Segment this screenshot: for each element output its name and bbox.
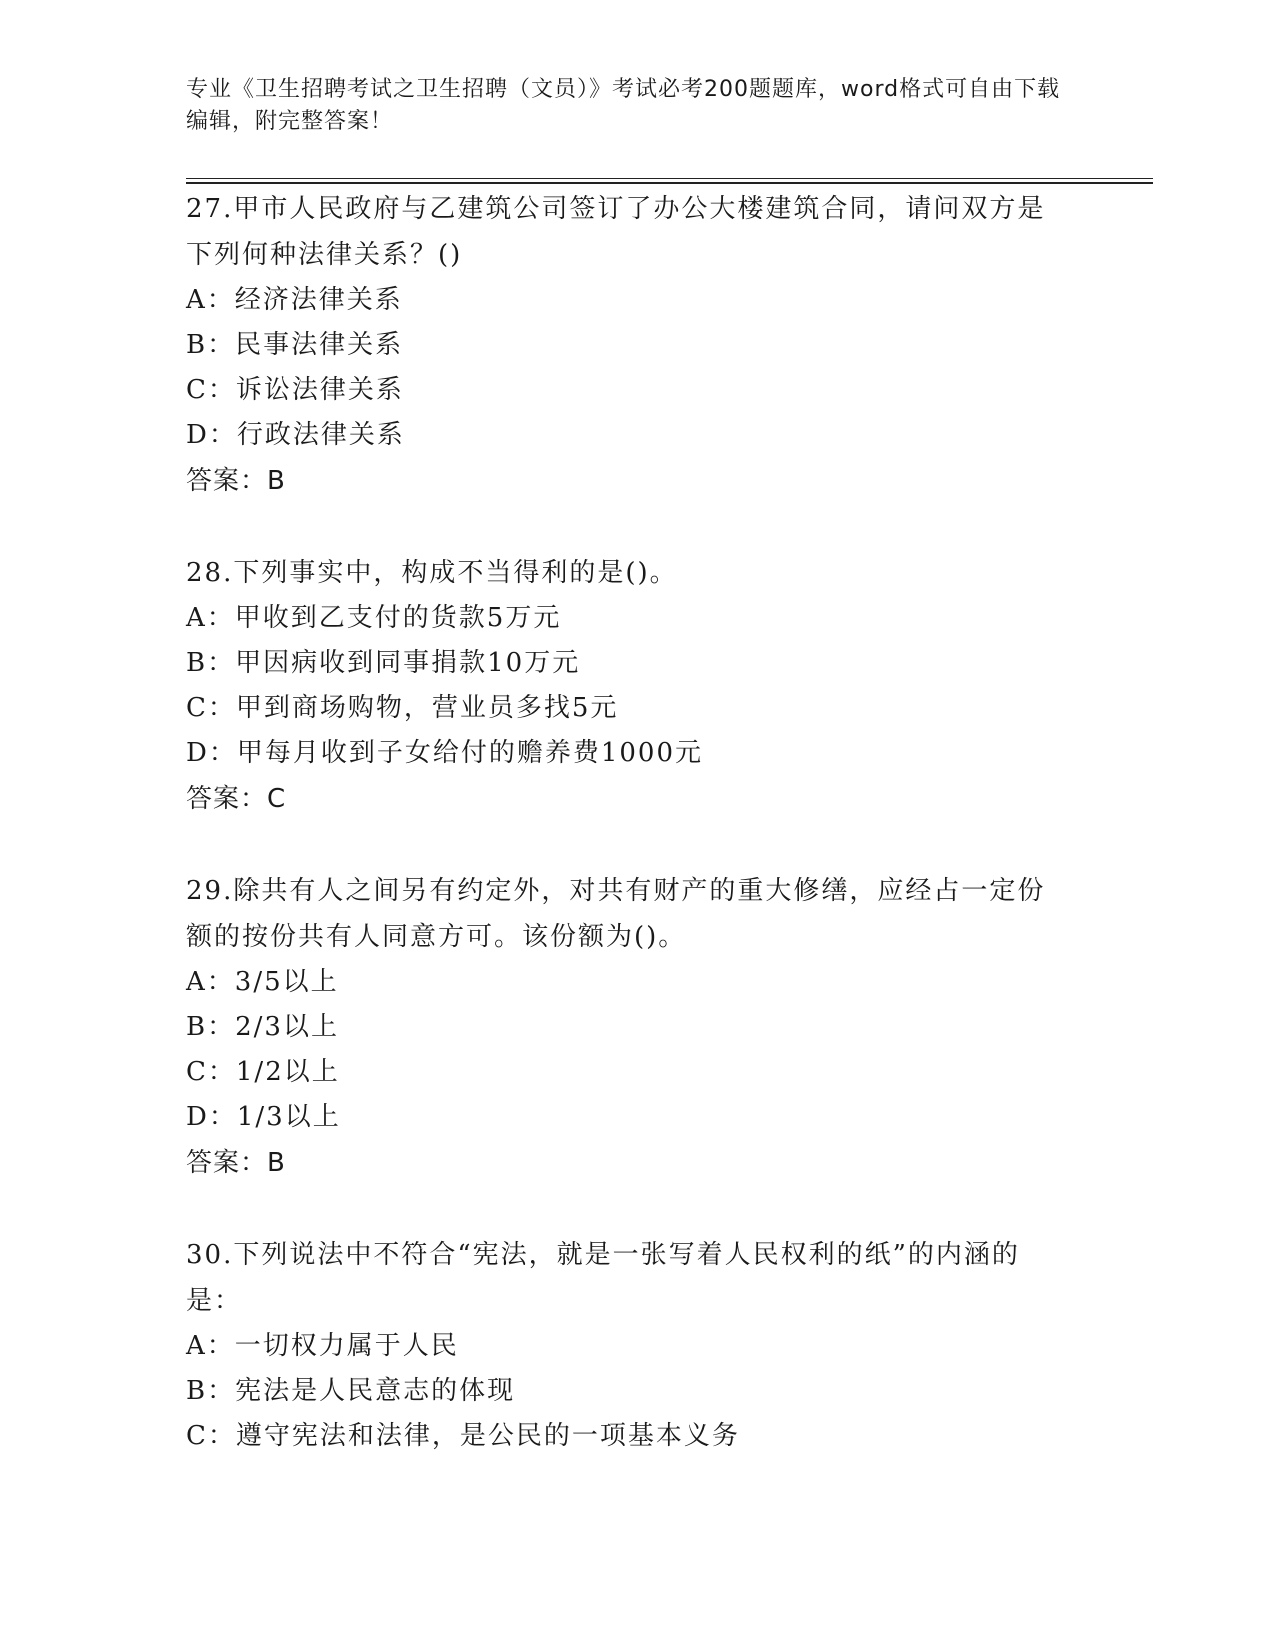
answer-line: 答案：B [186, 466, 286, 496]
option-c: C：甲到商场购物，营业员多找5元 [186, 693, 619, 723]
question-stem: 30.下列说法中不符合“宪法，就是一张写着人民权利的纸”的内涵的是： [186, 1240, 1020, 1316]
option-c: C：诉讼法律关系 [186, 375, 404, 405]
header-divider-thick [186, 182, 1153, 184]
option-b: B：2/3以上 [186, 1012, 339, 1042]
question-stem: 29.除共有人之间另有约定外，对共有财产的重大修缮，应经占一定份额的按份共有人同意方可。该份额为()。 [186, 876, 1046, 952]
option-d: D：甲每月收到子女给付的赡养费1000元 [186, 738, 704, 768]
header-divider-thin [186, 178, 1153, 179]
question-27 [186, 186, 1066, 504]
option-a: A：3/5以上 [186, 967, 339, 997]
answer-line: 答案：C [186, 784, 287, 814]
question-list [186, 186, 1066, 1505]
option-a: A：经济法律关系 [186, 285, 403, 315]
question-stem: 27.甲市人民政府与乙建筑公司签订了办公大楼建筑合同，请问双方是下列何种法律关系？() [186, 194, 1046, 270]
option-a: A：一切权力属于人民 [186, 1331, 459, 1361]
question-29 [186, 868, 1066, 1186]
answer-line: 答案：B [186, 1148, 286, 1178]
question-stem: 28.下列事实中，构成不当得利的是()。 [186, 558, 678, 588]
option-b: B：甲因病收到同事捐款10万元 [186, 648, 581, 678]
option-b: B：宪法是人民意志的体现 [186, 1376, 516, 1406]
document-header: 专业《卫生招聘考试之卫生招聘（文员）》考试必考200题题库，word格式可自由下载编辑，附完整答案！ [186, 77, 1061, 134]
option-d: D：1/3以上 [186, 1102, 341, 1132]
question-30 [186, 1232, 1066, 1459]
option-c: C：1/2以上 [186, 1057, 340, 1087]
option-d: D：行政法律关系 [186, 420, 405, 450]
question-28 [186, 550, 1066, 822]
option-b: B：民事法律关系 [186, 330, 404, 360]
option-c: C：遵守宪法和法律，是公民的一项基本义务 [186, 1421, 740, 1451]
option-a: A：甲收到乙支付的货款5万元 [186, 603, 562, 633]
